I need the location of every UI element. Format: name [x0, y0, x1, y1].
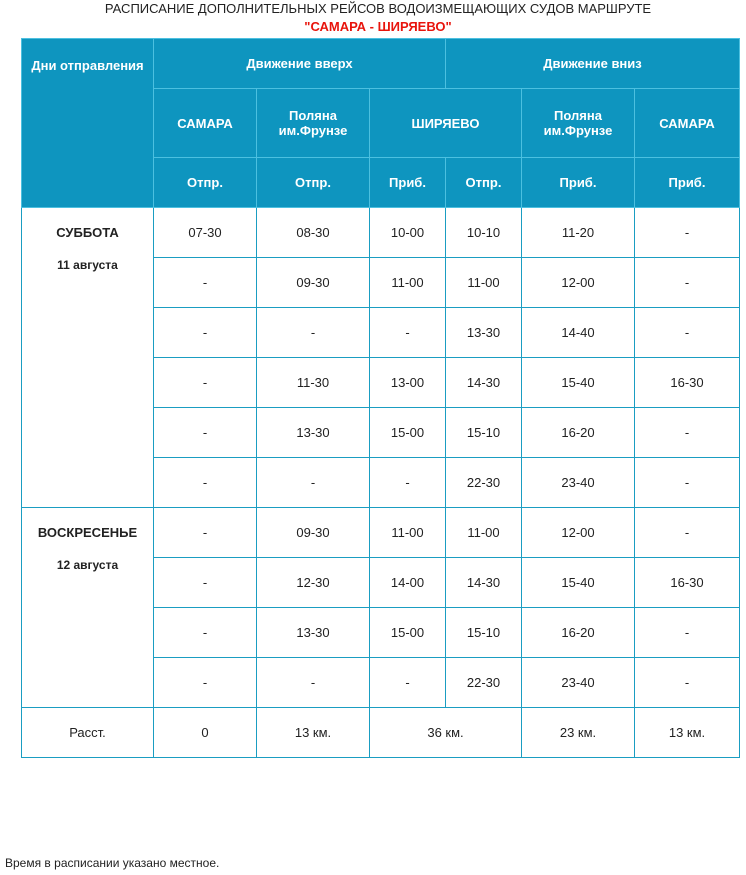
distance-value: 13 км.: [635, 708, 740, 758]
time-cell: -: [370, 658, 446, 708]
header-upstream: Движение вверх: [154, 39, 446, 89]
distance-label: Расст.: [22, 708, 154, 758]
time-cell: 12-00: [522, 508, 635, 558]
time-cell: 07-30: [154, 208, 257, 258]
header-sub: Приб.: [522, 158, 635, 208]
time-cell: 14-30: [446, 558, 522, 608]
header-stop-samara-down: САМАРА: [635, 89, 740, 158]
time-cell: 11-30: [257, 358, 370, 408]
time-cell: 10-10: [446, 208, 522, 258]
day-date: 12 августа: [56, 558, 119, 572]
time-cell: 16-20: [522, 408, 635, 458]
time-cell: 13-30: [257, 408, 370, 458]
time-cell: 23-40: [522, 658, 635, 708]
day-name: ВОСКРЕСЕНЬЕ: [37, 525, 138, 540]
time-cell: -: [154, 408, 257, 458]
time-cell: -: [257, 458, 370, 508]
route-title: "САМАРА - ШИРЯЕВО": [304, 19, 452, 34]
header-sub: Приб.: [635, 158, 740, 208]
time-cell: -: [154, 458, 257, 508]
time-cell: 22-30: [446, 658, 522, 708]
time-cell: 14-00: [370, 558, 446, 608]
header-stop-polyana-down: Поляна им.Фрунзе: [522, 89, 635, 158]
time-cell: -: [154, 358, 257, 408]
time-cell: 11-00: [370, 508, 446, 558]
header-stop-samara-up: САМАРА: [154, 89, 257, 158]
time-cell: -: [154, 508, 257, 558]
distance-value: 36 км.: [370, 708, 522, 758]
header-days: Дни отправления: [22, 39, 154, 208]
day-cell: [22, 208, 154, 508]
time-cell: 11-20: [522, 208, 635, 258]
time-cell: 10-00: [370, 208, 446, 258]
time-cell: -: [635, 658, 740, 708]
table-body: [22, 208, 740, 758]
time-cell: 08-30: [257, 208, 370, 258]
header-sub: Отпр.: [154, 158, 257, 208]
time-cell: 15-10: [446, 408, 522, 458]
time-cell: -: [370, 458, 446, 508]
time-cell: 11-00: [370, 258, 446, 308]
footnote: Время в расписании указано местное.: [5, 856, 220, 870]
header-stop-shiryaevo: ШИРЯЕВО: [370, 89, 522, 158]
distance-value: 23 км.: [522, 708, 635, 758]
time-cell: 16-30: [635, 358, 740, 408]
distance-value: 0: [154, 708, 257, 758]
time-cell: 13-30: [446, 308, 522, 358]
time-cell: 15-10: [446, 608, 522, 658]
time-cell: 11-00: [446, 508, 522, 558]
time-cell: -: [635, 258, 740, 308]
time-cell: 16-20: [522, 608, 635, 658]
day-date: 11 августа: [57, 258, 118, 272]
time-cell: -: [154, 558, 257, 608]
time-cell: 12-00: [522, 258, 635, 308]
time-cell: 14-30: [446, 358, 522, 408]
header-sub: Отпр.: [257, 158, 370, 208]
day-cell: [22, 508, 154, 708]
schedule-table: [21, 38, 740, 758]
time-cell: -: [154, 308, 257, 358]
time-cell: -: [257, 308, 370, 358]
distance-row: [22, 708, 740, 758]
time-cell: 15-00: [370, 608, 446, 658]
time-cell: -: [635, 308, 740, 358]
time-cell: -: [635, 508, 740, 558]
time-cell: -: [635, 458, 740, 508]
time-cell: -: [370, 308, 446, 358]
time-cell: -: [154, 658, 257, 708]
time-cell: -: [635, 208, 740, 258]
time-cell: 09-30: [257, 258, 370, 308]
time-cell: 23-40: [522, 458, 635, 508]
time-cell: -: [257, 658, 370, 708]
time-cell: 09-30: [257, 508, 370, 558]
time-cell: 22-30: [446, 458, 522, 508]
table-header: [22, 39, 740, 208]
time-cell: -: [635, 608, 740, 658]
time-cell: -: [635, 408, 740, 458]
time-cell: 15-40: [522, 358, 635, 408]
schedule-row: [22, 508, 740, 558]
day-name: СУББОТА: [56, 225, 119, 240]
time-cell: 13-30: [257, 608, 370, 658]
time-cell: 13-00: [370, 358, 446, 408]
time-cell: 11-00: [446, 258, 522, 308]
time-cell: -: [154, 258, 257, 308]
time-cell: 14-40: [522, 308, 635, 358]
time-cell: 15-40: [522, 558, 635, 608]
time-cell: 15-00: [370, 408, 446, 458]
schedule-title: РАСПИСАНИЕ ДОПОЛНИТЕЛЬНЫХ РЕЙСОВ ВОДОИЗМЕЩАЮЩИХ СУДОВ МАРШРУТЕ: [104, 1, 652, 16]
header-sub: Приб.: [370, 158, 446, 208]
time-cell: 12-30: [257, 558, 370, 608]
schedule-row: [22, 208, 740, 258]
header-sub: Отпр.: [446, 158, 522, 208]
header-downstream: Движение вниз: [446, 39, 740, 89]
distance-value: 13 км.: [257, 708, 370, 758]
time-cell: -: [154, 608, 257, 658]
header-stop-polyana-up: Поляна им.Фрунзе: [257, 89, 370, 158]
time-cell: 16-30: [635, 558, 740, 608]
